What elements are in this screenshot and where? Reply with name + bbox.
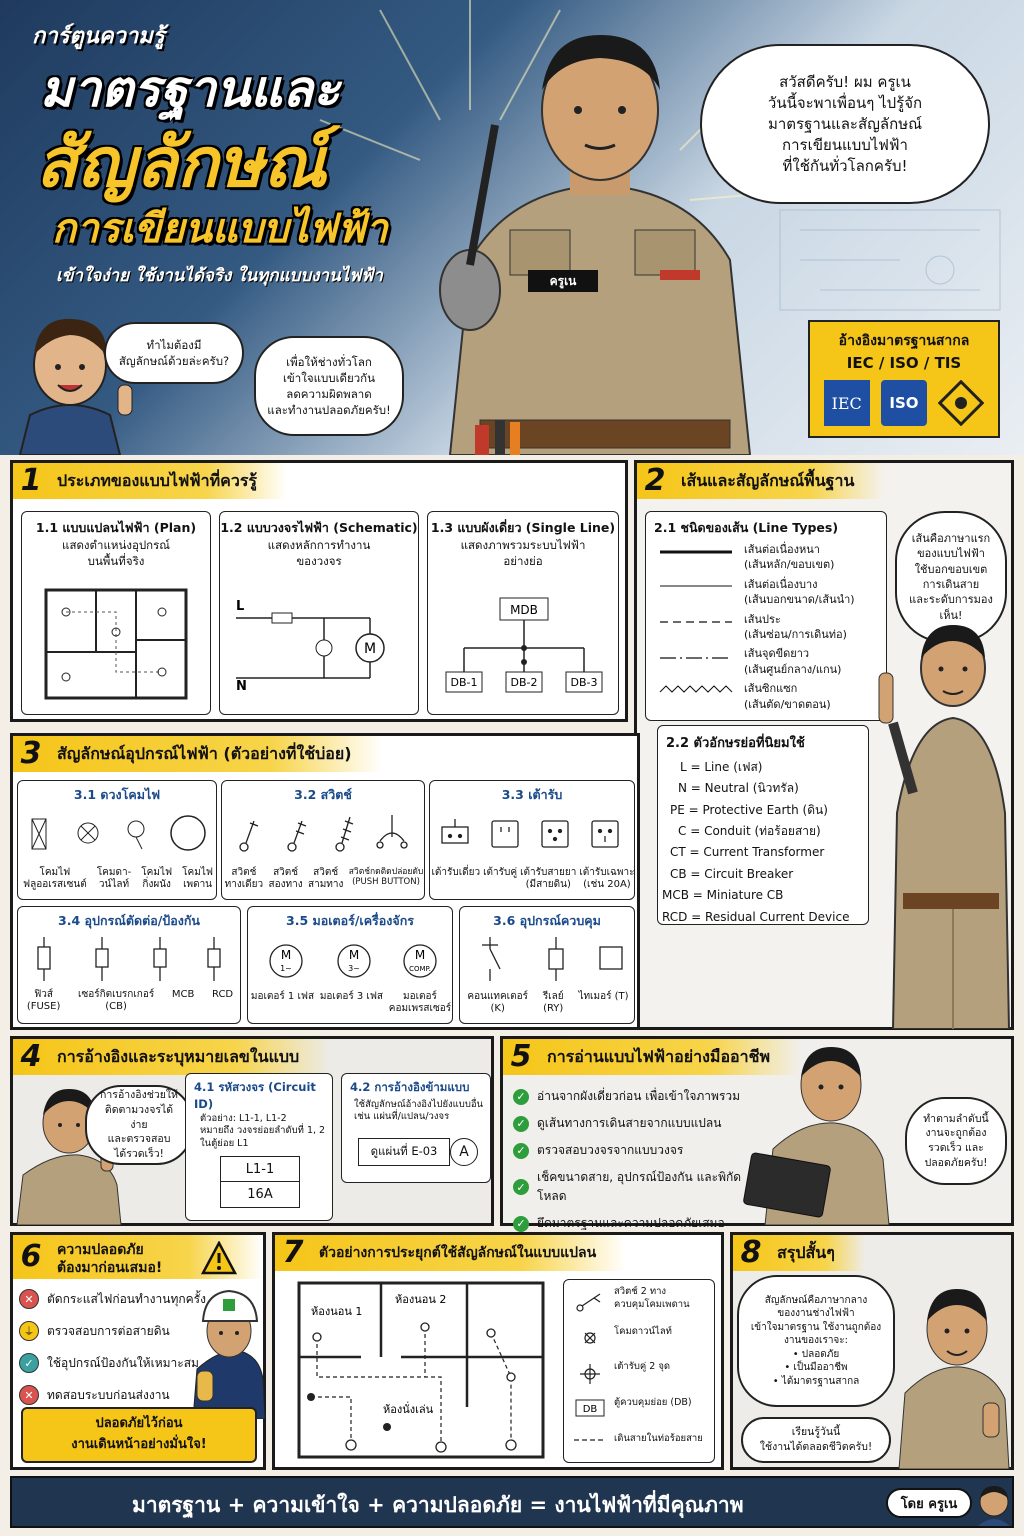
motor-comp-label: COMP. xyxy=(409,965,431,973)
motor-label-2: คอมเพรสเซอร์ xyxy=(388,1003,452,1014)
schematic-desc-1: แสดงหลักการทำงาน xyxy=(267,538,371,552)
section-6-panel xyxy=(10,1232,266,1470)
circuit-id-box xyxy=(185,1073,333,1221)
abbreviations-box xyxy=(657,725,869,925)
receptacle-label: เต้ารับเฉพาะ xyxy=(579,867,635,878)
switch-label: สวิตช์ xyxy=(313,867,339,878)
section-8-number: 8 xyxy=(740,1234,762,1270)
cross-reference-box xyxy=(341,1073,491,1183)
s8-bubble-line: • ปลอดภัย xyxy=(792,1348,840,1360)
circuit-id-label-2: 16A xyxy=(220,1182,300,1208)
section-1-number: 1 xyxy=(20,462,42,498)
room-3-label: ห้องนั่งเล่น xyxy=(383,1403,434,1416)
kid-bubble-line: ทำไมต้องมี xyxy=(146,337,202,352)
single-line-desc-2: อย่างย่อ xyxy=(503,553,543,568)
section-5-title: การอ่านแบบไฟฟ้าอย่างมืออาชีพ xyxy=(547,1046,771,1066)
svg-text:M: M xyxy=(348,948,360,962)
abbr-item: C = Conduit (ท่อร้อยสาย) xyxy=(678,824,821,839)
section-8-speech-bubble xyxy=(737,1275,895,1407)
teacher-speech-bubble xyxy=(700,44,990,204)
schematic-motor-label: M xyxy=(363,641,377,657)
legend-item: เต้ารับคู่ 2 จุด xyxy=(614,1361,671,1373)
abbr-item: RCD = Residual Current Device xyxy=(662,909,850,924)
section-1-title: ประเภทของแบบไฟฟ้าที่ควรรู้ xyxy=(57,470,257,490)
control-label: ไทเมอร์ (T) xyxy=(578,991,629,1002)
section-8-closing-bubble xyxy=(741,1417,891,1463)
plan-desc-1: แสดงตำแหน่งอุปกรณ์ xyxy=(62,538,170,552)
answer-bubble-line: เข้าใจแบบเดียวกัน xyxy=(282,370,376,385)
safety-footer-box xyxy=(21,1407,257,1463)
safety-item: ✕ ทดสอบระบบก่อนส่งงาน xyxy=(19,1385,209,1405)
motor-label: มอเตอร์ 1 เฟส xyxy=(250,991,315,1002)
s8-bubble-line: สัญลักษณ์คือภาษากลาง xyxy=(764,1294,868,1306)
switch-label-2: (PUSH BUTTON) xyxy=(352,877,420,888)
kid-bubble-line: สัญลักษณ์ด้วยล่ะครับ? xyxy=(118,354,230,368)
control-label: คอนแทคเตอร์ xyxy=(467,991,528,1002)
abbr-item: CT = Current Transformer xyxy=(670,845,825,860)
switch-label: สวิตช์ xyxy=(231,867,257,878)
section-3-panel xyxy=(10,733,640,1030)
power-off-icon: ✕ xyxy=(19,1289,39,1309)
section-4-panel xyxy=(10,1036,494,1226)
reading-step: ✓ ยึดมาตรฐานและความปลอดภัยเสมอ xyxy=(513,1214,743,1233)
section-3-number: 3 xyxy=(20,735,42,771)
reading-step: ✓ เช็คขนาดสาย, อุปกรณ์ป้องกัน และพิกัดโหลด xyxy=(513,1168,743,1206)
switch-label: สวิตช์ xyxy=(273,867,299,878)
answer-bubble-line: เพื่อให้ช่างทั่วโลก xyxy=(286,354,372,369)
protection-label: เซอร์กิตเบรกเกอร์ xyxy=(78,989,155,1000)
plan-drawing xyxy=(22,582,210,712)
db2-label: DB-2 xyxy=(510,676,538,689)
schematic-box xyxy=(219,511,419,715)
iec-logo: IEC xyxy=(824,380,870,426)
section-8-teacher-illustration xyxy=(893,1273,1013,1469)
schematic-l-label: L xyxy=(236,599,245,614)
schematic-n-label: N xyxy=(236,679,247,694)
section-6-number: 6 xyxy=(20,1238,42,1274)
protection-label: RCD xyxy=(212,989,234,1000)
protection-title: 3.4 อุปกรณ์ตัดต่อ/ป้องกัน xyxy=(58,913,200,928)
teacher-bubble-line: สวัสดีครับ! ผม ครูเน xyxy=(779,72,911,91)
lamp-label: โคมไฟ xyxy=(141,867,173,878)
section-7-number: 7 xyxy=(282,1234,304,1270)
switch-label-2: สองทาง xyxy=(268,879,303,890)
legend-symbols xyxy=(570,1288,614,1458)
switch-label: สวิตช์กดติดปล่อยดับ xyxy=(348,867,424,877)
footer-slogan: มาตรฐาน + ความเข้าใจ + ความปลอดภัย = งานไฟฟ้าที่มีคุณภาพ xyxy=(132,1493,744,1517)
abbr-item: MCB = Miniature CB xyxy=(662,888,784,903)
protection-box xyxy=(17,906,241,1024)
s2-bubble-line: ของแบบไฟฟ้า xyxy=(917,547,985,561)
s2-bubble-line: การเดินสาย xyxy=(922,578,980,591)
reading-step: ✓ อ่านจากผังเดี่ยวก่อน เพื่อเข้าใจภาพรวม xyxy=(513,1087,743,1106)
tis-logo xyxy=(938,380,984,426)
lamp-label-2: กิ่งผนัง xyxy=(142,879,171,890)
line-types-box xyxy=(645,511,887,721)
abbr-item: CB = Circuit Breaker xyxy=(670,866,794,881)
s5-bubble-line: ทำตามลำดับนี้ xyxy=(923,1112,989,1125)
s8-closing-line: ใช้งานได้ตลอดชีวิตครับ! xyxy=(759,1441,873,1453)
safety-footer-1: ปลอดภัยไว้ก่อน xyxy=(95,1416,183,1431)
section-4-header xyxy=(13,1039,329,1075)
section-2-panel xyxy=(634,460,1014,1030)
answer-speech-bubble xyxy=(254,336,404,436)
line-type-3: เส้นประ xyxy=(744,612,781,626)
circuit-id-desc: ในตู้ย่อย L1 xyxy=(200,1137,249,1149)
check-icon: ✓ xyxy=(513,1116,529,1132)
section-5-teacher-illustration xyxy=(743,1039,903,1225)
controls-title: 3.6 อุปกรณ์ควบคุม xyxy=(493,913,601,928)
section-8-title: สรุปสั้นๆ xyxy=(777,1242,835,1262)
motor-3-phase-label: 3~ xyxy=(348,964,360,973)
circuit-id-label-1: L1-1 xyxy=(220,1156,300,1182)
protection-label: MCB xyxy=(171,989,195,1000)
section-2-number: 2 xyxy=(644,462,666,498)
safety-worker-illustration xyxy=(189,1279,265,1419)
section-1-panel xyxy=(10,460,628,722)
floor-plan-legend xyxy=(563,1279,715,1463)
answer-bubble-line: และทำงานปลอดภัยครับ! xyxy=(267,403,391,418)
receptacle-label: เต้ารับสายยา xyxy=(520,867,577,878)
kid-speech-bubble xyxy=(104,322,244,384)
standards-box xyxy=(808,320,1000,438)
motor-1-phase-label: 1~ xyxy=(280,964,292,973)
single-line-desc-1: แสดงภาพรวมระบบไฟฟ้า xyxy=(460,538,586,552)
single-line-title: 1.3 แบบผังเดี่ยว (Single Line) xyxy=(430,520,616,535)
receptacle-label: เต้ารับคู่ xyxy=(483,867,518,878)
protection-symbols xyxy=(18,931,240,987)
receptacle-label: เต้ารับเดี่ยว xyxy=(431,867,481,878)
cross-reference-label: ดูแผ่นที่ E-03 xyxy=(358,1138,450,1166)
standards-title: อ้างอิงมาตรฐานสากล xyxy=(838,333,970,349)
switch-label-2: สามทาง xyxy=(307,879,344,890)
s8-bubble-line: • ได้มาตรฐานสากล xyxy=(772,1375,860,1387)
s2-bubble-line: และระดับการมองเห็น! xyxy=(909,593,993,622)
section-1-header xyxy=(13,463,287,499)
reading-step: ✓ ตรวจสอบวงจรจากแบบวงจร xyxy=(513,1141,743,1160)
answer-bubble-line: ลดความผิดพลาด xyxy=(286,387,372,401)
schematic-drawing xyxy=(220,582,418,712)
motors-title: 3.5 มอเตอร์/เครื่องจักร xyxy=(286,913,414,928)
section-8-panel xyxy=(730,1232,1014,1470)
lamp-label: โคมไฟ xyxy=(39,867,71,878)
section-6-title-1: ความปลอดภัย xyxy=(57,1242,144,1258)
s4-bubble-line: การอ้างอิงช่วยให้ xyxy=(100,1089,178,1102)
line-type-5: เส้นซิกแซก xyxy=(744,682,798,696)
svg-text:M: M xyxy=(280,948,292,962)
abbr-item: L = Line (เฟส) xyxy=(680,760,763,774)
hero-kicker: การ์ตูนความรู้ xyxy=(32,24,165,49)
s4-bubble-line: ติดตามวงจรได้ง่าย xyxy=(104,1103,174,1131)
legend-item: เดินสายในท่อร้อยสาย xyxy=(614,1433,703,1445)
circuit-id-title: 4.1 รหัสวงจร (Circuit ID) xyxy=(194,1080,316,1111)
hero-title-line1: มาตรฐานและ xyxy=(40,60,340,118)
switches-symbols xyxy=(222,807,424,867)
section-7-header xyxy=(275,1235,626,1271)
motor-label: มอเตอร์ xyxy=(403,991,437,1002)
teacher-bubble-line: วันนี้จะพาเพื่อนๆ ไปรู้จัก xyxy=(767,93,923,112)
cross-reference-title: 4.2 การอ้างอิงข้ามแบบ xyxy=(350,1080,470,1094)
check-icon: ✓ xyxy=(513,1089,529,1105)
switches-title: 3.2 สวิตช์ xyxy=(294,787,352,802)
protection-label-2: (CB) xyxy=(105,1001,127,1012)
section-3-header xyxy=(13,736,382,772)
section-2-header xyxy=(637,463,884,499)
s4-bubble-line: ได้รวดเร็ว! xyxy=(114,1148,164,1161)
line-type-5-desc: (เส้นตัด/ขาดตอน) xyxy=(744,697,831,711)
abbreviations-title: 2.2 ตัวอักษรย่อที่นิยมใช้ xyxy=(666,736,805,751)
db1-label: DB-1 xyxy=(450,676,478,689)
warning-icon xyxy=(201,1241,237,1275)
section-5-speech-bubble xyxy=(905,1097,1007,1185)
safety-list xyxy=(19,1289,209,1417)
hero-section xyxy=(0,0,1024,455)
motors-box xyxy=(247,906,453,1024)
check-icon: ✓ xyxy=(513,1143,529,1159)
control-label-2: (K) xyxy=(490,1003,505,1014)
s8-closing-line: เรียนรู้วันนี้ xyxy=(791,1426,841,1439)
section-4-number: 4 xyxy=(20,1038,42,1074)
cross-reference-desc: ใช้สัญลักษณ์อ้างอิงไปยังแบบอื่น xyxy=(354,1099,484,1110)
check-icon: ✓ xyxy=(513,1179,529,1195)
room-1-label: ห้องนอน 1 xyxy=(311,1305,363,1318)
hero-title-line2: สัญลักษณ์ xyxy=(36,124,327,203)
line-type-4-desc: (เส้นศูนย์กลาง/แกน) xyxy=(744,662,842,676)
safety-item: ⏚ ตรวจสอบการต่อสายดิน xyxy=(19,1321,209,1341)
s8-bubble-line: • เป็นมืออาชีพ xyxy=(784,1362,848,1374)
controls-symbols xyxy=(460,931,634,987)
line-type-1: เส้นต่อเนื่องหนา xyxy=(744,543,820,556)
section-5-panel xyxy=(500,1036,1014,1230)
s4-bubble-line: และตรวจสอบ xyxy=(107,1133,171,1146)
section-3-title: สัญลักษณ์อุปกรณ์ไฟฟ้า (ตัวอย่างที่ใช้บ่อย) xyxy=(57,743,352,763)
teacher-bubble-line: มาตรฐานและสัญลักษณ์ xyxy=(768,114,922,133)
protection-icon: ✓ xyxy=(19,1353,39,1373)
motors-symbols xyxy=(248,931,452,987)
control-label: รีเลย์ xyxy=(542,991,564,1002)
hero-tagline: เข้าใจง่าย ใช้งานได้จริง ในทุกแบบงานไฟฟ้า xyxy=(56,266,383,286)
receptacle-label-2: (มีสายดิน) xyxy=(525,879,571,890)
receptacles-box xyxy=(429,780,635,900)
section-4-title: การอ้างอิงและระบุหมายเลขในแบบ xyxy=(57,1046,300,1066)
line-type-2: เส้นต่อเนื่องบาง xyxy=(744,577,818,591)
line-type-2-desc: (เส้นบอกขนาด/เส้นนำ) xyxy=(744,593,855,607)
section-8-header xyxy=(733,1235,865,1271)
line-types-title: 2.1 ชนิดของเส้น (Line Types) xyxy=(654,520,839,535)
section-4-speech-bubble xyxy=(85,1085,193,1165)
legend-item-desc: ควบคุมโคมเพดาน xyxy=(614,1298,690,1310)
schematic-title: 1.2 แบบวงจรไฟฟ้า (Schematic) xyxy=(220,520,418,535)
floor-plan-example xyxy=(291,1277,551,1463)
controls-box xyxy=(459,906,635,1024)
plan-title: 1.1 แบบแปลนไฟฟ้า (Plan) xyxy=(35,520,197,535)
s8-bubble-line: งานของเราจะ: xyxy=(783,1335,849,1347)
abbr-item: N = Neutral (นิวทรัล) xyxy=(678,781,799,796)
motor-label: มอเตอร์ 3 เฟส xyxy=(319,991,384,1002)
line-type-4: เส้นจุดขีดยาว xyxy=(744,647,810,661)
section-2-teacher-illustration xyxy=(873,613,1013,1029)
lamp-label: โคมดา- xyxy=(96,867,132,878)
receptacles-symbols xyxy=(430,807,634,867)
control-label-2: (RY) xyxy=(543,1003,564,1014)
switches-box xyxy=(221,780,425,900)
lamp-label-2: ฟลูออเรสเซนต์ xyxy=(23,879,87,890)
section-6-title-2: ต้องมาก่อนเสมอ! xyxy=(57,1260,163,1276)
lamp-label-2: วน์ไลท์ xyxy=(98,879,130,890)
safety-footer-2: งานเดินหน้าอย่างมั่นใจ! xyxy=(71,1436,207,1452)
lamp-label: โคมไฟ xyxy=(182,867,213,878)
lamp-label-2: เพดาน xyxy=(183,879,213,890)
schematic-desc-2: ของวงจร xyxy=(296,553,342,568)
s2-bubble-line: ใช้บอกขอบเขต xyxy=(914,562,988,576)
plan-box xyxy=(21,511,211,715)
legend-item: ตู้ควบคุมย่อย (DB) xyxy=(614,1397,692,1409)
reading-step: ✓ ดูเส้นทางการเดินสายจากแบบแปลน xyxy=(513,1114,743,1133)
safety-item: ✓ ใช้อุปกรณ์ป้องกันให้เหมาะสม xyxy=(19,1353,209,1373)
standards-subtitle: IEC / ISO / TIS xyxy=(846,354,962,372)
section-5-number: 5 xyxy=(510,1038,532,1074)
mdb-label: MDB xyxy=(510,603,538,617)
single-line-box xyxy=(427,511,619,715)
author-avatar xyxy=(974,1482,1014,1526)
lamps-symbols xyxy=(18,807,216,867)
ground-icon: ⏚ xyxy=(19,1321,39,1341)
section-7-panel xyxy=(272,1232,724,1470)
s5-bubble-line: งานจะถูกต้อง xyxy=(925,1127,987,1140)
switch-label-2: ทางเดียว xyxy=(224,879,264,890)
cross-reference-desc: เช่น แผ่นที่/แปลน/วงจร xyxy=(354,1111,450,1123)
abbr-item: PE = Protective Earth (ดิน) xyxy=(670,802,828,817)
s8-bubble-line: เข้าใจมาตรฐาน ใช้งานถูกต้อง xyxy=(750,1321,882,1333)
lamps-title: 3.1 ดวงโคมไฟ xyxy=(73,787,161,802)
footer-author-badge: โดย ครูเน xyxy=(886,1488,972,1518)
footer-bar xyxy=(10,1476,1014,1528)
svg-text:M: M xyxy=(414,948,426,962)
protection-label-2: (FUSE) xyxy=(26,1001,61,1012)
teacher-bubble-line: ที่ใช้กันทั่วโลกครับ! xyxy=(782,156,908,175)
legend-item: โคมดาวน์ไลท์ xyxy=(614,1325,672,1337)
safety-item: ✕ ตัดกระแสไฟก่อนทำงานทุกครั้ง xyxy=(19,1289,209,1309)
receptacles-title: 3.3 เต้ารับ xyxy=(501,787,563,802)
receptacle-label-2: (เช่น 20A) xyxy=(583,879,631,890)
cross-reference-circle: A xyxy=(450,1138,478,1166)
plan-desc-2: บนพื้นที่จริง xyxy=(87,553,145,568)
line-type-1-desc: (เส้นหลัก/ขอบเขต) xyxy=(744,558,835,572)
line-type-3-desc: (เส้นซ่อน/การเดินท่อ) xyxy=(744,627,847,641)
section-2-title: เส้นและสัญลักษณ์พื้นฐาน xyxy=(681,470,855,490)
s2-bubble-line: เส้นคือภาษาแรก xyxy=(911,531,991,545)
db3-label: DB-3 xyxy=(570,676,598,689)
s5-bubble-line: รวดเร็ว และ xyxy=(928,1142,984,1154)
teacher-bubble-line: การเขียนแบบไฟฟ้า xyxy=(782,135,908,154)
lamps-box xyxy=(17,780,217,900)
room-2-label: ห้องนอน 2 xyxy=(395,1293,447,1306)
check-icon: ✓ xyxy=(513,1216,529,1232)
hero-title-line3: การเขียนแบบไฟฟ้า xyxy=(52,206,388,252)
s8-bubble-line: ของงานช่างไฟฟ้า xyxy=(777,1308,855,1320)
single-line-drawing xyxy=(428,582,618,712)
section-7-title: ตัวอย่างการประยุกต์ใช้สัญลักษณ์ในแบบแปลน xyxy=(319,1245,597,1261)
reading-steps-list xyxy=(513,1087,743,1241)
teacher-name-tag: ครูเน xyxy=(549,273,577,288)
legend-db-label: DB xyxy=(582,1404,598,1415)
circuit-id-desc: ตัวอย่าง: L1-1, L1-2 xyxy=(200,1113,287,1124)
legend-item: สวิตช์ 2 ทาง xyxy=(614,1286,667,1297)
protection-label: ฟิวส์ xyxy=(34,989,53,1000)
circuit-id-desc: หมายถึง วงจรย่อยลำดับที่ 1, 2 xyxy=(200,1125,326,1137)
s5-bubble-line: ปลอดภัยครับ! xyxy=(924,1156,988,1169)
iso-logo: ISO xyxy=(881,380,927,426)
test-icon: ✕ xyxy=(19,1385,39,1405)
